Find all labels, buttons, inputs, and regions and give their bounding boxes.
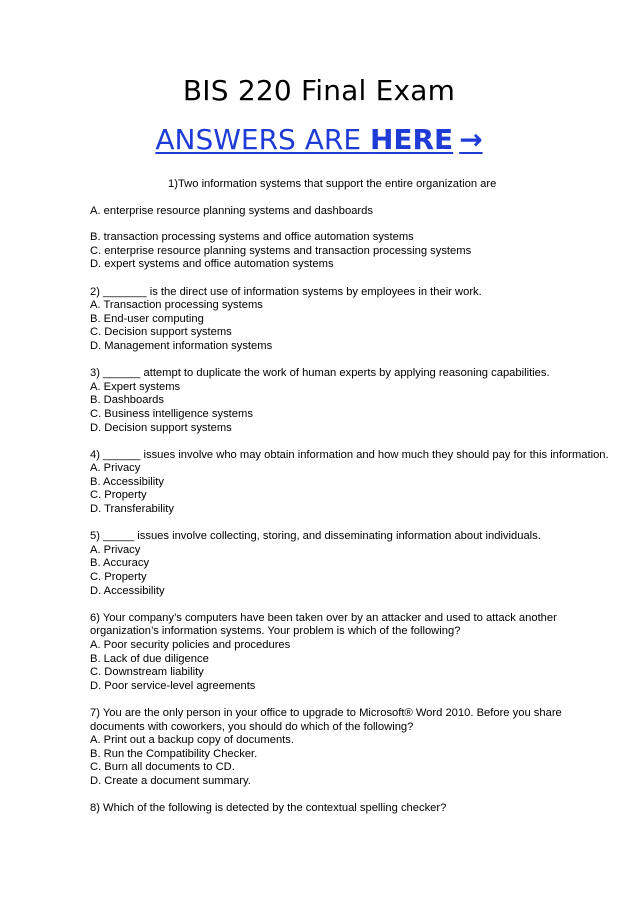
question-2: [90, 286, 610, 354]
question-1-option-a: A. enterprise resource planning systems and dashboards: [90, 204, 373, 217]
question-3: [90, 367, 610, 435]
question-5-text: 5) _____ issues involve collecting, storing, and disseminating information about individuals.: [90, 530, 541, 543]
question-6-option-a: A. Poor security policies and procedures: [90, 639, 291, 651]
question-1-option-d: D. expert systems and office automation systems: [90, 258, 334, 271]
question-3-option-a: A. Expert systems: [90, 380, 181, 393]
question-5-option-c: C. Property: [90, 571, 147, 584]
question-3-text: 3) ______ attempt to duplicate the work of human experts by applying reasoning capabilities.: [90, 367, 550, 380]
question-5-option-d: D. Accessibility: [90, 584, 165, 597]
question-5-option-b: B. Accuracy: [90, 557, 150, 570]
question-1-option-b: B. transaction processing systems and office automation systems: [90, 231, 414, 244]
question-6-option-c: C. Downstream liability: [90, 666, 204, 679]
question-5-option-a: A. Privacy: [90, 543, 141, 556]
question-4-option-c: C. Property: [90, 489, 147, 502]
question-7-text: 7) You are the only person in your office to upgrade to Microsoft® Word 2010. Before you share documents with coworkers, you should do which of the following?: [90, 706, 562, 733]
question-2-option-b: B. End-user computing: [90, 312, 204, 325]
question-2-text: 2) _______ is the direct use of information systems by employees in their work.: [90, 285, 482, 298]
question-4-option-b: B. Accessibility: [90, 475, 164, 488]
question-2-option-d: D. Management information systems: [90, 339, 273, 352]
question-3-option-d: D. Decision support systems: [90, 421, 232, 434]
question-1-text: 1)Two information systems that support the entire organization are: [168, 178, 497, 190]
question-4-text: 4) ______ issues involve who may obtain information and how much they should pay for this information.: [90, 448, 609, 461]
question-1-option-c: C. enterprise resource planning systems and transaction processing systems: [90, 244, 472, 257]
answers-link-text: HERE: [369, 123, 454, 156]
question-3-option-b: B. Dashboards: [90, 394, 165, 407]
question-7-option-a: A. Print out a backup copy of documents.: [90, 734, 294, 747]
question-5: [90, 530, 610, 598]
question-6: [90, 612, 610, 694]
question-2-option-a: A. Transaction processing systems: [90, 299, 263, 312]
question-4-option-a: A. Privacy: [90, 462, 141, 475]
question-8: [90, 802, 610, 816]
question-6-option-d: D. Poor service-level agreements: [90, 679, 256, 692]
question-1: [90, 178, 610, 272]
question-7-option-b: B. Run the Compatibility Checker.: [90, 747, 258, 760]
answers-link[interactable]: [155, 123, 482, 156]
question-7: [90, 707, 610, 789]
question-4-option-d: D. Transferability: [90, 503, 174, 516]
question-7-option-d: D. Create a document summary.: [90, 774, 251, 787]
answers-prefix: ANSWERS ARE: [155, 123, 370, 156]
question-8-text: 8) Which of the following is detected by the contextual spelling checker?: [90, 802, 447, 815]
arrow-right-icon: →: [459, 123, 483, 156]
question-6-option-b: B. Lack of due diligence: [90, 652, 209, 665]
question-6-text: 6) Your company’s computers have been taken over by an attacker and used to attack another organization’s information systems. Your problem is which of the following?: [90, 611, 557, 638]
exam-content: [90, 178, 610, 829]
question-7-option-c: C. Burn all documents to CD.: [90, 761, 235, 774]
question-4: [90, 449, 610, 517]
page-title: BIS 220 Final Exam: [182, 74, 456, 107]
question-3-option-c: C. Business intelligence systems: [90, 407, 253, 420]
answers-heading: [0, 122, 638, 158]
question-2-option-c: C. Decision support systems: [90, 326, 232, 339]
